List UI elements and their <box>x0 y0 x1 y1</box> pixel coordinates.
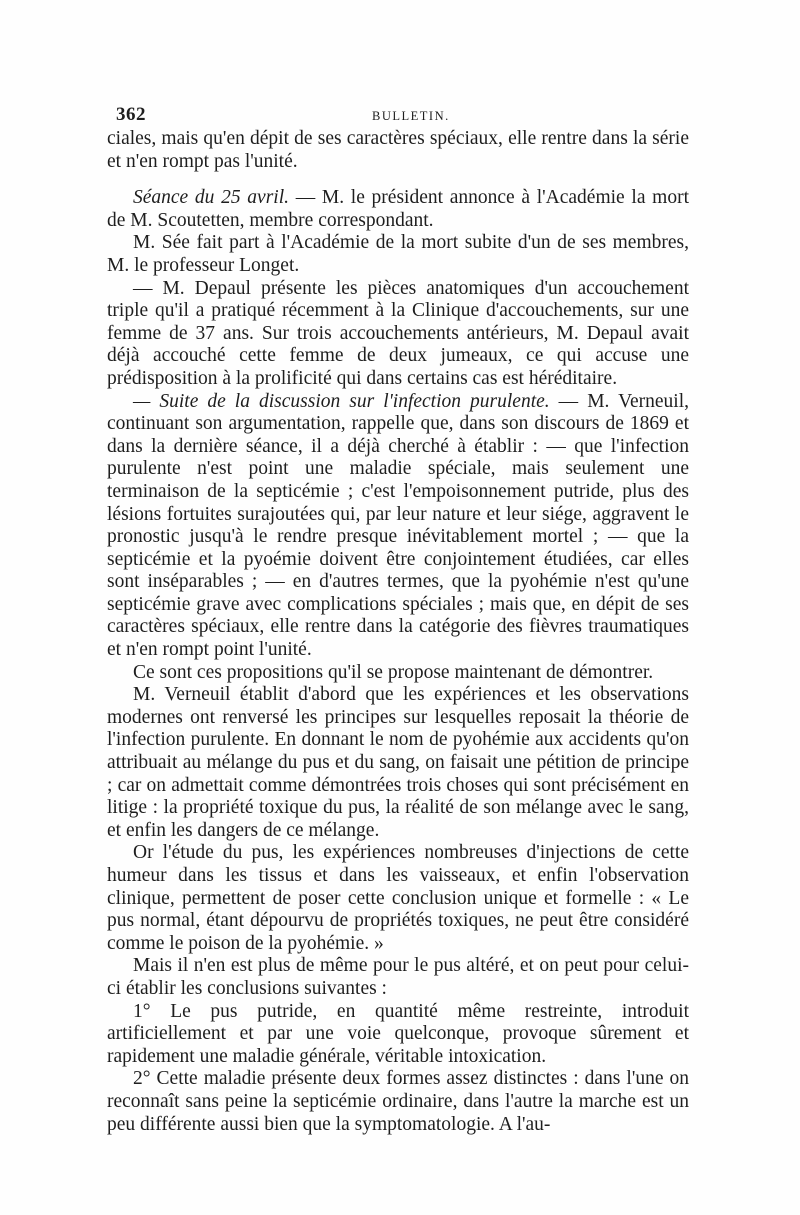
paragraph-text: Or l'étude du pus, les expériences nombreuses d'injections de cette humeur dans les tissus et dans les vaisseaux, et enfin l'observation clinique, permettent de poser cette conclusion unique et formelle : « Le pus normal, étant dépourvu de propriétés toxiques, ne peut être considéré comme le poison de la pyohémie. » <box>107 842 689 954</box>
page-number: 362 <box>116 104 146 125</box>
paragraph-text: — M. Verneuil, continuant son argumentation, rappelle que, dans son discours de 1869 et dans la dernière séance, il a déjà cherché à établir : — que l'infection purulente n'est point une maladie spéciale, mais seulement une terminaison de la septicémie ; c'est l'empoisonnement putride, plus des lésions fortuites surajoutées qui, par leur nature et leur siége, aggravent le pronostic jusqu'à le rendre presque inévitablement mortel ; — que la septicémie et la pyoémie doivent être conjointement étudiées, car elles sont inséparables ; — en d'autres termes, que la pyohémie n'est qu'une septicémie grave avec complications spéciales ; mais que, en dépit de ses caractères spéciaux, elle rentre dans la catégorie des fièvres traumatiques et n'en rompt point l'unité. <box>107 390 690 661</box>
paragraph <box>107 1001 689 1069</box>
paragraph <box>107 232 689 277</box>
paragraph-text: — M. le président annonce à l'Académie la mort de M. Scoutetten, membre correspondant. <box>107 187 689 231</box>
discussion-heading: — Suite de la discussion sur l'infection purulente. <box>133 390 550 412</box>
paragraph-text: M. Sée fait part à l'Académie de la mort subite d'un de ses membres, M. le professeur Longet. <box>107 232 689 276</box>
paragraph-text: Ce sont ces propositions qu'il se propose maintenant de démontrer. <box>133 661 654 683</box>
paragraph <box>107 662 689 685</box>
paragraph-text: ciales, mais qu'en dépit de ses caractères spéciaux, elle rentre dans la série et n'en rompt pas l'unité. <box>107 128 689 172</box>
body-text <box>107 128 689 1136</box>
paragraph <box>107 128 689 173</box>
running-head: BULLETIN. <box>372 109 450 123</box>
paragraph <box>107 1068 689 1136</box>
paragraph <box>107 278 689 391</box>
paragraph-text: 2° Cette maladie présente deux formes assez distinctes : dans l'une on reconnaît sans peine la septicémie ordinaire, dans l'autre la marche est un peu différente aussi bien que la symptomatologie. A l'au- <box>107 1068 689 1135</box>
paragraph-text: Mais il n'en est plus de même pour le pus altéré, et on peut pour celui-ci établir les conclusions suivantes : <box>107 955 689 999</box>
paragraph <box>107 842 689 955</box>
paragraph <box>107 391 689 662</box>
paragraph-text: M. Verneuil établit d'abord que les expériences et les observations modernes ont renversé les principes sur lesquelles reposait la théorie de l'infection purulente. En donnant le nom de pyohémie aux accidents qu'on attribuait au mélange du pus et du sang, on faisait une pétition de principe ; car on admettait comme démontrées trois choses qui sont précisément en litige : la propriété toxique du pus, la réalité de son mélange avec le sang, et enfin les dangers de ce mélange. <box>107 684 689 841</box>
paragraph-text: — M. Depaul présente les pièces anatomiques d'un accouchement triple qu'il a pratiqué récemment à la Clinique d'accouchements, sur une femme de 37 ans. Sur trois accouchements antérieurs, M. Depaul avait déjà accouché cette femme de deux jumeaux, ce qui accuse une prédisposition à la prolificité qui dans certains cas est héréditaire. <box>107 277 689 389</box>
paragraph <box>107 684 689 842</box>
paragraph <box>107 955 689 1000</box>
paragraph-text: 1° Le pus putride, en quantité même restreinte, introduit artificiellement et par une voie quelconque, provoque sûrement et rapidement une maladie générale, véritable intoxication. <box>107 1000 689 1067</box>
session-heading: Séance du 25 avril. <box>133 187 289 209</box>
page-header <box>116 104 696 126</box>
paragraph <box>107 187 689 232</box>
